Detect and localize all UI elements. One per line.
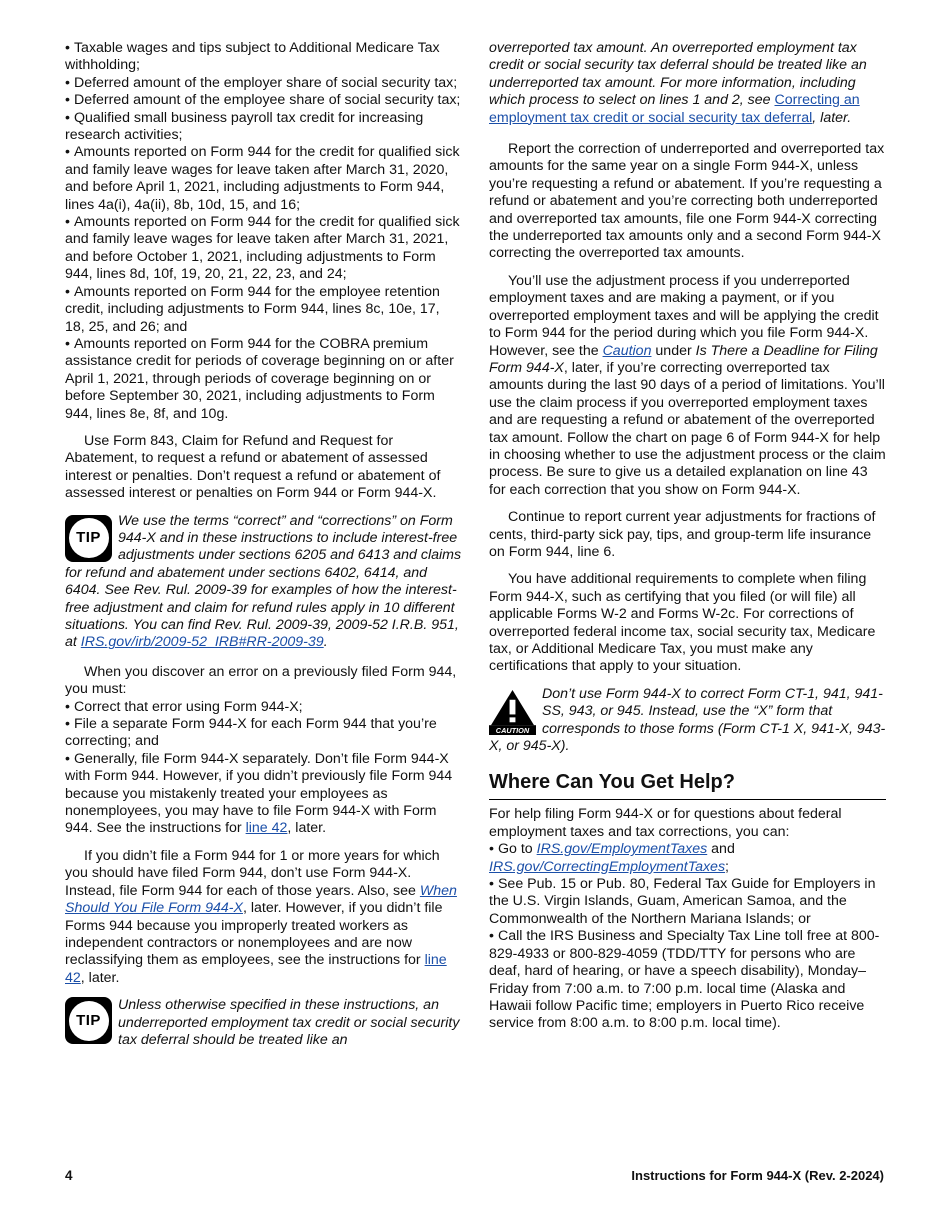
reported-items-list	[65, 40, 463, 423]
irb-link[interactable]: IRS.gov/irb/2009-52_IRB#RR-2009-39	[80, 634, 324, 651]
list-item: • Amounts reported on Form 944 for the credit for qualified sick and family leave wages for leave taken after March 31, 2021, and before October 1, 2021, including adjustments to Form 944, lines 8d, 10f, 19, 20, 21, 22, 23, and 24;	[65, 214, 460, 283]
additional-requirements-paragraph: You have additional requirements to complete when filing Form 944-X, such as certifying that you filed (or will file) all applicable Forms W-2 and Forms W-2c. For corrections of overreported federal income tax, social security tax, Medicare tax, or Additional Medicare Tax, you must make any certifications that apply to your situation.	[489, 571, 876, 675]
list-item: • Amounts reported on Form 944 for the COBRA premium assistance credit for periods of coverage beginning on or after April 1, 2021, through periods of coverage beginning on or before September 30, 2021, including adjustments to Form 944, lines 8e, 8f, and 10g.	[65, 335, 454, 422]
list-item: • Amounts reported on Form 944 for the employee retention credit, including adjustments to Form 944, lines 8c, 10e, 17, 18, 25, and 26; and	[65, 283, 440, 335]
list-item: • Deferred amount of the employer share of social security tax;	[65, 74, 458, 91]
list-item: • Generally, file Form 944-X separately. Don’t file Form 944-X with Form 944. However, if you didn’t previously file Form 944 because you mistakenly treated your employees as nonemployees, you may have to file Form 944-X with Form 944. See the instructions for line 42, later.	[65, 750, 453, 837]
list-item: • See Pub. 15 or Pub. 80, Federal Tax Guide for Employers in the U.S. Virgin Islands, Guam, American Samoa, and the Commonwealth of the Northern Mariana Islands; or	[489, 876, 876, 927]
list-item: • Deferred amount of the employee share of social security tax;	[65, 92, 461, 109]
tip-note-terms: TIP We use the terms “correct” and “corrections” on Form 944-X and in these instructions to include interest-free adjustments under sections 6205 and 6413 and claims for refund and abatement under sections 6402, 6414, and 6404. See Rev. Rul. 2009-39 for examples of how the interest-free adjustment and claim for refund rules apply in 10 different situations. You can find Rev. Rul. 2009-39, 2009-52 I.R.B. 951, at IRS.gov/irb/2009-52_IRB#RR-2009-39.	[65, 512, 462, 651]
help-heading: Where Can You Get Help?	[489, 771, 886, 800]
page-number: 4	[65, 1168, 73, 1183]
caution-note: CAUTION Don’t use Form 944-X to correct Form CT-1, 941, 941-SS, 943, or 945. Instead, use the “X” form that corresponds to those forms (Form CT-1 X, 941-X, 943-X, or 945-X).	[489, 685, 886, 755]
left-column	[65, 40, 463, 1061]
footer-title: Instructions for Form 944-X (Rev. 2-2024)	[631, 1168, 884, 1183]
list-item: • Go to IRS.gov/EmploymentTaxes and IRS.gov/CorrectingEmploymentTaxes;	[489, 841, 735, 875]
tip-icon: TIP	[65, 515, 112, 562]
form-843-paragraph: Use Form 843, Claim for Refund and Request for Abatement, to request a refund or abatement of assessed interest or penalties. Don’t request a refund or abatement of assessed interest or penalties on Form 944 or Form 944-X.	[65, 432, 441, 502]
right-column	[489, 40, 886, 1043]
caution-link[interactable]: Caution	[602, 342, 652, 359]
line-42-link[interactable]: line 42	[245, 820, 288, 837]
discover-error-section	[65, 664, 463, 838]
help-section	[489, 806, 886, 1032]
tip-icon: TIP	[65, 997, 112, 1044]
list-item: • Call the IRS Business and Specialty Tax Line toll free at 800-829-4933 or 800-829-4059 (TDD/TTY for persons who are deaf, hard of hearing, or have a speech disability), Monday–Friday from 7:00 a.m. to 7:00 p.m. local time (Alaska and Hawaii follow Pacific time; employers in Puerto Rico receive service from 8:00 a.m. to 8:00 p.m. local time).	[489, 928, 880, 1032]
list-item: • Correct that error using Form 944-X;	[65, 698, 303, 715]
svg-text:CAUTION: CAUTION	[495, 725, 530, 735]
correcting-credit-link[interactable]: Correcting an employment tax credit or social security tax deferral	[489, 92, 860, 126]
list-item: • Amounts reported on Form 944 for the credit for qualified sick and family leave wages for leave taken after March 31, 2020, and before April 1, 2021, including adjustments to Form 944, lines 4a(i), 4a(ii), 8b, 10d, 15, and 16;	[65, 144, 460, 213]
list-item: • Qualified small business payroll tax credit for increasing research activities;	[65, 109, 424, 144]
correcting-taxes-link[interactable]: IRS.gov/CorrectingEmploymentTaxes	[489, 858, 726, 875]
list-item: • File a separate Form 944-X for each Form 944 that you’re correcting; and	[65, 716, 437, 750]
tip-continuation: overreported tax amount. An overreported employment tax credit or social security tax deferral should be treated like an underreported tax amount. For more information, including which process to select on lines 1 and 2, see Correcting an employment tax credit or social security tax deferral, later.	[489, 40, 867, 126]
no-file-paragraph: If you didn’t file a Form 944 for 1 or more years for which you should have filed Form 944, don’t use Form 944-X. Instead, file Form 944 for each of those years. Also, see When Should You File Form 944-X, later. However, if you didn’t file Forms 944 because you improperly treated workers as independent contractors or nonemployees and are now reclassifying them as employees, see the instructions for line 42, later.	[65, 847, 457, 986]
adjustment-process-paragraph: You’ll use the adjustment process if you underreported employment taxes and are making a payment, or if you overreported employment taxes and will be applying the credit to Form 944 for the period during which you file Form 944-X. However, see the Caution under Is There a Deadline for Filing Form 944-X, later, if you’re correcting overreported tax amounts during the last 90 days of a period of limitations. You’ll use the claim process if you overreported employment taxes and are requesting a refund or abatement of the overreported tax amount. Follow the chart on page 6 of Form 944-X for help in choosing whether to use the adjustment process or the claim process. Be sure to give us a detailed explanation on line 43 for each correction that you show on Form 944-X.	[489, 272, 886, 498]
discover-intro: When you discover an error on a previously filed Form 944, you must:	[65, 663, 457, 698]
list-item: • Taxable wages and tips subject to Additional Medicare Tax withholding;	[65, 40, 440, 74]
caution-icon	[489, 688, 536, 735]
when-to-file-link[interactable]: When Should You File Form 944-X	[65, 882, 457, 917]
continue-report-paragraph: Continue to report current year adjustments for fractions of cents, third-party sick pay, tips, and group-term life insurance on Form 944, line 6.	[489, 509, 876, 560]
employment-taxes-link[interactable]: IRS.gov/EmploymentTaxes	[536, 841, 708, 858]
line-42-link[interactable]: line 42	[65, 952, 447, 986]
tip-note-underreported: TIP Unless otherwise specified in these instructions, an underreported employment tax credit or social security tax deferral should be treated like an	[65, 997, 463, 1049]
report-correction-paragraph: Report the correction of underreported and overreported tax amounts for the same year on a single Form 944-X, unless you’re requesting a refund or abatement. If you’re requesting a refund or abatement and you’re correcting both underreported and overreported tax amounts, file one Form 944-X correcting the underreported tax amounts only and a second Form 944-X correcting the overreported tax amounts.	[489, 141, 885, 262]
help-intro: For help filing Form 944-X or for questions about federal employment taxes and tax corrections, you can:	[489, 806, 842, 840]
